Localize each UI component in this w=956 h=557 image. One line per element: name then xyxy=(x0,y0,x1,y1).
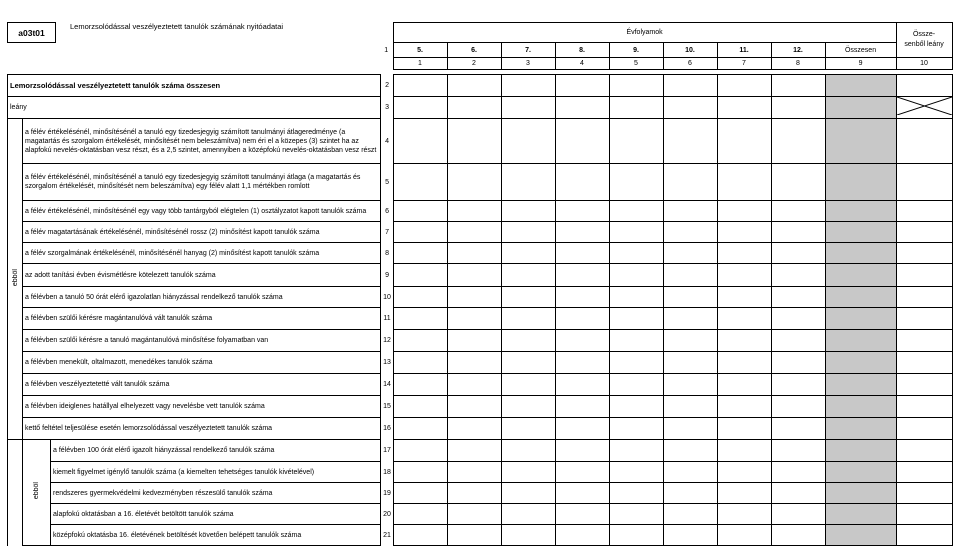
grade-cell[interactable] xyxy=(610,396,664,418)
grade-cell[interactable] xyxy=(448,418,502,440)
grade-cell[interactable] xyxy=(556,264,610,287)
grade-cell[interactable] xyxy=(448,164,502,201)
grade-cell[interactable] xyxy=(718,330,772,352)
total-cell xyxy=(826,440,897,462)
grade-cell[interactable] xyxy=(448,264,502,287)
total-header: Összesen xyxy=(825,43,896,58)
grade-cell[interactable] xyxy=(556,440,610,462)
girls-cell[interactable] xyxy=(897,462,953,483)
grade-cell[interactable] xyxy=(718,287,772,308)
row-label: Lemorzsolódással veszélyeztetett tanulók száma összesen xyxy=(8,75,381,97)
column-number: 1 xyxy=(393,58,447,70)
total-cell xyxy=(826,97,897,119)
grade-cell[interactable] xyxy=(610,119,664,164)
girls-cell[interactable] xyxy=(897,330,953,352)
grade-cell[interactable] xyxy=(394,352,448,374)
grade-cell[interactable] xyxy=(718,440,772,462)
grade-cell[interactable] xyxy=(610,504,664,525)
table-row xyxy=(8,243,953,264)
grade-cell[interactable] xyxy=(556,483,610,504)
row-number: 19 xyxy=(383,489,391,497)
grade-cell[interactable] xyxy=(610,330,664,352)
table-row xyxy=(8,119,953,164)
row-number: 12 xyxy=(383,337,391,344)
grade-cell[interactable] xyxy=(772,264,826,287)
grade-header: 7. xyxy=(501,43,555,58)
grade-cell[interactable] xyxy=(394,222,448,243)
grade-cell[interactable] xyxy=(718,164,772,201)
grade-cell[interactable] xyxy=(502,462,556,483)
grade-cell[interactable] xyxy=(772,504,826,525)
row-number: 10 xyxy=(383,293,391,301)
grade-cell[interactable] xyxy=(772,396,826,418)
row-label: a félév értékelésénél, minősítésénél egy vagy több tantárgyból elégtelen (1) osztályzatot kapott tanulók száma xyxy=(23,201,381,222)
header-table xyxy=(380,22,953,70)
total-cell xyxy=(826,352,897,374)
table-row xyxy=(8,504,953,525)
grade-cell[interactable] xyxy=(448,352,502,374)
table-row xyxy=(8,483,953,504)
row-label: a félév értékelésénél, minősítésénél a tanuló egy tizedesjegyig számított tanulmányi átlaga (a magatartás és szorgalom értékelését, minősítését nem beleszámítva) egy félév alatt 1,1 mértékben romlott xyxy=(23,164,381,201)
table-row xyxy=(8,330,953,352)
row-number: 13 xyxy=(383,359,391,366)
grades-group-header: Évfolyamok xyxy=(393,23,896,43)
row-label: alapfokú oktatásban a 16. életévét betöltött tanulók száma xyxy=(51,504,381,525)
table-row xyxy=(8,352,953,374)
grade-cell[interactable] xyxy=(610,97,664,119)
girls-cell[interactable] xyxy=(897,243,953,264)
table-row xyxy=(8,222,953,243)
grade-cell[interactable] xyxy=(772,201,826,222)
row-label: az adott tanítási évben évismétlésre kötelezett tanulók száma xyxy=(23,264,381,287)
grade-cell[interactable] xyxy=(718,308,772,330)
grade-cell[interactable] xyxy=(448,243,502,264)
grade-cell[interactable] xyxy=(772,352,826,374)
grade-cell[interactable] xyxy=(394,75,448,97)
row-number: 3 xyxy=(385,104,389,111)
grade-cell[interactable] xyxy=(664,201,718,222)
grade-cell[interactable] xyxy=(394,97,448,119)
grade-cell[interactable] xyxy=(664,243,718,264)
grade-cell[interactable] xyxy=(556,222,610,243)
girls-cell[interactable] xyxy=(897,264,953,287)
grade-cell[interactable] xyxy=(772,287,826,308)
column-number: 4 xyxy=(555,58,609,70)
total-cell xyxy=(826,462,897,483)
grade-cell[interactable] xyxy=(502,396,556,418)
row-number: 21 xyxy=(383,531,391,539)
grade-cell[interactable] xyxy=(394,243,448,264)
grade-cell[interactable] xyxy=(772,462,826,483)
table-row xyxy=(8,97,953,119)
grade-cell[interactable] xyxy=(394,440,448,462)
grade-cell[interactable] xyxy=(556,330,610,352)
row-number: 20 xyxy=(383,510,391,518)
grade-cell[interactable] xyxy=(556,374,610,396)
grade-cell[interactable] xyxy=(394,119,448,164)
grade-cell[interactable] xyxy=(502,119,556,164)
total-cell xyxy=(826,374,897,396)
grade-cell[interactable] xyxy=(772,164,826,201)
grade-cell[interactable] xyxy=(394,418,448,440)
grade-cell[interactable] xyxy=(448,440,502,462)
grade-cell[interactable] xyxy=(772,308,826,330)
grade-header: 10. xyxy=(663,43,717,58)
grade-cell[interactable] xyxy=(394,504,448,525)
girls-cell[interactable] xyxy=(897,396,953,418)
grade-cell[interactable] xyxy=(610,525,664,546)
row-label: a félévben szülői kérésre a tanuló magántanulóvá minősítése folyamatban van xyxy=(23,330,381,352)
grade-cell[interactable] xyxy=(664,418,718,440)
grade-cell[interactable] xyxy=(610,440,664,462)
row-number: 5 xyxy=(385,178,389,186)
grade-cell[interactable] xyxy=(772,119,826,164)
grade-cell[interactable] xyxy=(610,201,664,222)
ebbol-inner-label: ebből xyxy=(23,440,51,546)
row-label: a félév magatartásának értékelésénél, minősítésénél rossz (2) minősítést kapott tanulók száma xyxy=(23,222,381,243)
grade-cell[interactable] xyxy=(448,119,502,164)
grade-cell[interactable] xyxy=(394,525,448,546)
column-number: 10 xyxy=(896,58,952,70)
grade-cell[interactable] xyxy=(448,504,502,525)
grade-cell[interactable] xyxy=(772,330,826,352)
row-label: kiemelt figyelmet igénylő tanulók száma (a kiemelten tehetséges tanulók kivételével) xyxy=(51,462,381,483)
grade-cell[interactable] xyxy=(556,308,610,330)
girls-cell[interactable] xyxy=(897,374,953,396)
grade-cell[interactable] xyxy=(772,525,826,546)
column-number: 3 xyxy=(501,58,555,70)
table-row xyxy=(8,75,953,97)
row-number: 2 xyxy=(385,82,389,89)
grade-cell[interactable] xyxy=(718,525,772,546)
grade-cell[interactable] xyxy=(556,396,610,418)
table-row xyxy=(8,287,953,308)
row-number: 8 xyxy=(385,249,389,257)
total-cell xyxy=(826,525,897,546)
grade-cell[interactable] xyxy=(610,418,664,440)
grade-cell[interactable] xyxy=(448,308,502,330)
cross-out-icon xyxy=(897,97,952,115)
row-label: leány xyxy=(8,97,381,119)
grade-cell[interactable] xyxy=(610,75,664,97)
grade-cell[interactable] xyxy=(448,222,502,243)
girls-cell[interactable] xyxy=(897,440,953,462)
total-cell xyxy=(826,396,897,418)
grade-cell[interactable] xyxy=(772,243,826,264)
grade-cell[interactable] xyxy=(502,525,556,546)
grade-cell[interactable] xyxy=(502,97,556,119)
row-label: a félévben 100 órát elérő igazolt hiányzással rendelkező tanulók száma xyxy=(51,440,381,462)
grade-cell[interactable] xyxy=(772,97,826,119)
grade-header: 9. xyxy=(609,43,663,58)
header-row-number: 1 xyxy=(384,46,389,54)
grade-cell[interactable] xyxy=(394,164,448,201)
grade-cell[interactable] xyxy=(664,287,718,308)
grade-cell[interactable] xyxy=(502,418,556,440)
grade-cell[interactable] xyxy=(718,396,772,418)
grade-cell[interactable] xyxy=(394,287,448,308)
grade-cell[interactable] xyxy=(502,352,556,374)
grade-cell[interactable] xyxy=(394,330,448,352)
grade-cell[interactable] xyxy=(664,374,718,396)
grade-cell[interactable] xyxy=(448,287,502,308)
grade-cell[interactable] xyxy=(718,483,772,504)
grade-cell[interactable] xyxy=(772,374,826,396)
grade-cell[interactable] xyxy=(556,119,610,164)
grade-cell[interactable] xyxy=(556,462,610,483)
table-row xyxy=(8,374,953,396)
total-cell xyxy=(826,483,897,504)
girls-cell[interactable] xyxy=(897,504,953,525)
grade-cell[interactable] xyxy=(610,222,664,243)
grade-cell[interactable] xyxy=(664,483,718,504)
column-number: 2 xyxy=(447,58,501,70)
table-row xyxy=(8,164,953,201)
grade-cell[interactable] xyxy=(556,243,610,264)
grade-cell[interactable] xyxy=(610,352,664,374)
table-row xyxy=(8,264,953,287)
grade-cell[interactable] xyxy=(718,243,772,264)
grade-cell[interactable] xyxy=(664,264,718,287)
grade-cell[interactable] xyxy=(394,264,448,287)
row-number: 7 xyxy=(385,228,389,236)
row-number: 16 xyxy=(383,425,391,432)
grade-cell[interactable] xyxy=(556,352,610,374)
grade-cell[interactable] xyxy=(610,243,664,264)
table-row xyxy=(8,201,953,222)
grade-cell[interactable] xyxy=(664,396,718,418)
grade-header: 8. xyxy=(555,43,609,58)
grade-cell[interactable] xyxy=(664,462,718,483)
grade-header: 11. xyxy=(717,43,771,58)
grade-cell[interactable] xyxy=(502,164,556,201)
grade-cell[interactable] xyxy=(610,264,664,287)
grade-cell[interactable] xyxy=(394,483,448,504)
grade-cell[interactable] xyxy=(664,119,718,164)
girls-cell[interactable] xyxy=(897,287,953,308)
grade-cell[interactable] xyxy=(610,308,664,330)
grade-cell[interactable] xyxy=(772,440,826,462)
grade-cell[interactable] xyxy=(718,352,772,374)
girls-cell[interactable] xyxy=(897,352,953,374)
grade-cell[interactable] xyxy=(556,75,610,97)
table-row xyxy=(8,418,953,440)
grade-cell[interactable] xyxy=(448,396,502,418)
table-row xyxy=(8,462,953,483)
total-cell xyxy=(826,330,897,352)
grade-cell[interactable] xyxy=(664,75,718,97)
grade-cell[interactable] xyxy=(664,222,718,243)
grade-cell[interactable] xyxy=(718,374,772,396)
row-number: 18 xyxy=(383,468,391,476)
grade-cell[interactable] xyxy=(502,330,556,352)
grade-cell[interactable] xyxy=(772,75,826,97)
column-number: 5 xyxy=(609,58,663,70)
grade-cell[interactable] xyxy=(394,462,448,483)
grade-cell[interactable] xyxy=(448,483,502,504)
grade-cell[interactable] xyxy=(718,97,772,119)
grade-cell[interactable] xyxy=(664,308,718,330)
girls-cell[interactable] xyxy=(897,119,953,164)
grade-cell[interactable] xyxy=(448,462,502,483)
grade-cell[interactable] xyxy=(556,201,610,222)
ebbol-outer-label: ebből xyxy=(8,119,23,440)
row-number: 14 xyxy=(383,381,391,388)
table-row xyxy=(8,308,953,330)
row-number: 9 xyxy=(385,271,389,279)
grade-cell[interactable] xyxy=(664,440,718,462)
grade-cell[interactable] xyxy=(718,222,772,243)
grade-cell[interactable] xyxy=(772,222,826,243)
grade-header: 5. xyxy=(393,43,447,58)
girls-cell[interactable] xyxy=(897,222,953,243)
row-number: 15 xyxy=(383,403,391,410)
row-label: a félévben ideiglenes hatállyal elhelyezett vagy nevelésbe vett tanulók száma xyxy=(23,396,381,418)
row-number: 11 xyxy=(383,315,391,322)
grade-cell[interactable] xyxy=(502,201,556,222)
total-cell xyxy=(826,119,897,164)
row-number: 6 xyxy=(385,207,389,215)
girls-cell xyxy=(897,97,953,119)
table-row xyxy=(8,525,953,546)
column-number: 9 xyxy=(825,58,896,70)
grade-cell[interactable] xyxy=(610,287,664,308)
total-cell xyxy=(826,222,897,243)
grade-cell[interactable] xyxy=(664,97,718,119)
grade-cell[interactable] xyxy=(664,504,718,525)
grade-cell[interactable] xyxy=(556,418,610,440)
data-table xyxy=(7,74,953,546)
form-title: Lemorzsolódással veszélyeztetett tanulók számának nyitóadatai xyxy=(70,22,284,31)
grade-cell[interactable] xyxy=(502,308,556,330)
grade-cell[interactable] xyxy=(448,525,502,546)
girls-cell[interactable] xyxy=(897,308,953,330)
row-label: középfokú oktatásba 16. életévének betöltését követően belépett tanulók száma xyxy=(51,525,381,546)
grade-cell[interactable] xyxy=(664,164,718,201)
girls-cell[interactable] xyxy=(897,201,953,222)
row-label: a félév értékelésénél, minősítésénél a tanuló egy tizedesjegyig számított tanulmányi átlageredménye (a magatartás és szorgalom értékelését, minősítését nem beleszámítva) nem éri el a közepes (3) szintet ha az alapfokú nevelés-oktatásban vesz részt, és a 2,5 szintet, amennyiben a középfokú nevelés-oktatásban vesz részt xyxy=(23,119,381,164)
grade-cell[interactable] xyxy=(718,119,772,164)
grade-cell[interactable] xyxy=(394,374,448,396)
column-number: 6 xyxy=(663,58,717,70)
total-cell xyxy=(826,308,897,330)
row-number: 17 xyxy=(383,447,391,454)
indent-spacer xyxy=(8,440,23,546)
girls-cell[interactable] xyxy=(897,418,953,440)
grade-cell[interactable] xyxy=(502,374,556,396)
grade-cell[interactable] xyxy=(556,97,610,119)
column-number: 8 xyxy=(771,58,825,70)
row-label: a félévben szülői kérésre magántanulóvá vált tanulók száma xyxy=(23,308,381,330)
grade-cell[interactable] xyxy=(610,374,664,396)
total-cell xyxy=(826,418,897,440)
grade-cell[interactable] xyxy=(718,504,772,525)
grade-cell[interactable] xyxy=(556,504,610,525)
grade-cell[interactable] xyxy=(718,201,772,222)
grade-cell[interactable] xyxy=(502,287,556,308)
grade-cell[interactable] xyxy=(718,462,772,483)
grade-cell[interactable] xyxy=(664,330,718,352)
grade-cell[interactable] xyxy=(502,222,556,243)
grade-cell[interactable] xyxy=(448,374,502,396)
grade-cell[interactable] xyxy=(448,330,502,352)
grade-cell[interactable] xyxy=(610,462,664,483)
grade-cell[interactable] xyxy=(556,287,610,308)
grade-cell[interactable] xyxy=(556,164,610,201)
grade-cell[interactable] xyxy=(502,243,556,264)
grade-cell[interactable] xyxy=(556,525,610,546)
girls-total-header: Össze- senből leány xyxy=(896,23,952,58)
row-number: 4 xyxy=(385,137,389,145)
grade-cell[interactable] xyxy=(502,483,556,504)
row-label: a félévben a tanuló 50 órát elérő igazolatlan hiányzással rendelkező tanulók száma xyxy=(23,287,381,308)
row-label: a félévben menekült, oltalmazott, menedékes tanulók száma xyxy=(23,352,381,374)
grade-cell[interactable] xyxy=(448,201,502,222)
grade-cell[interactable] xyxy=(718,75,772,97)
grade-cell[interactable] xyxy=(772,483,826,504)
row-label: rendszeres gyermekvédelmi kedvezményben részesülő tanulók száma xyxy=(51,483,381,504)
grade-cell[interactable] xyxy=(502,264,556,287)
grade-cell[interactable] xyxy=(772,418,826,440)
girls-cell[interactable] xyxy=(897,164,953,201)
girls-cell[interactable] xyxy=(897,525,953,546)
grade-cell[interactable] xyxy=(610,164,664,201)
grade-cell[interactable] xyxy=(502,440,556,462)
grade-cell[interactable] xyxy=(718,418,772,440)
grade-cell[interactable] xyxy=(502,75,556,97)
grade-cell[interactable] xyxy=(718,264,772,287)
total-cell xyxy=(826,164,897,201)
grade-cell[interactable] xyxy=(448,97,502,119)
grade-cell[interactable] xyxy=(394,201,448,222)
total-cell xyxy=(826,504,897,525)
row-label: a félévben veszélyeztetetté vált tanulók száma xyxy=(23,374,381,396)
grade-cell[interactable] xyxy=(394,396,448,418)
total-cell xyxy=(826,75,897,97)
girls-cell[interactable] xyxy=(897,75,953,97)
total-cell xyxy=(826,287,897,308)
grade-cell[interactable] xyxy=(448,75,502,97)
form-code: a03t01 xyxy=(7,22,56,43)
grade-cell[interactable] xyxy=(502,504,556,525)
table-row xyxy=(8,396,953,418)
grade-cell[interactable] xyxy=(610,483,664,504)
total-cell xyxy=(826,243,897,264)
column-number: 7 xyxy=(717,58,771,70)
girls-cell[interactable] xyxy=(897,483,953,504)
row-label: a félév szorgalmának értékelésénél, minősítésénél hanyag (2) minősítést kapott tanulók száma xyxy=(23,243,381,264)
grade-cell[interactable] xyxy=(394,308,448,330)
grade-header: 12. xyxy=(771,43,825,58)
total-cell xyxy=(826,264,897,287)
row-label: kettő feltétel teljesülése esetén lemorzsolódással veszélyeztetett tanulók száma xyxy=(23,418,381,440)
table-row xyxy=(8,440,953,462)
grade-header: 6. xyxy=(447,43,501,58)
grade-cell[interactable] xyxy=(664,352,718,374)
grade-cell[interactable] xyxy=(664,525,718,546)
total-cell xyxy=(826,201,897,222)
